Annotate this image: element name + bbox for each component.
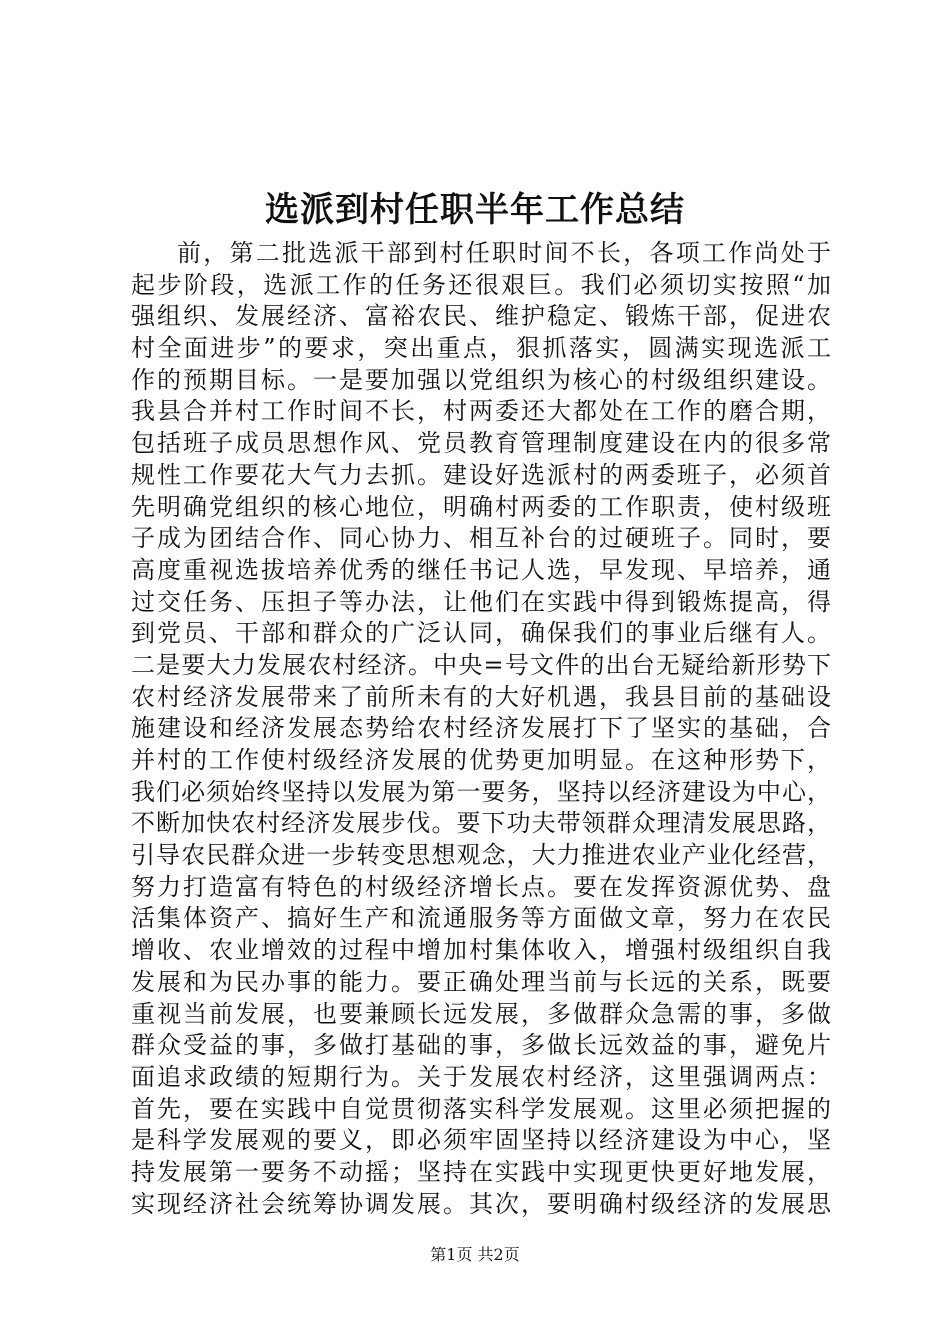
body-line: 引导农民群众进一步转变思想观念，大力推进农业产业化经营， bbox=[131, 841, 831, 870]
body-line: 农村经济发展带来了前所未有的大好机遇，我县目前的基础设 bbox=[131, 682, 831, 711]
body-line: 努力打造富有特色的村级经济增长点。要在发挥资源优势、盘 bbox=[131, 872, 831, 901]
body-line: 先明确党组织的核心地位，明确村两委的工作职责，使村级班 bbox=[131, 492, 831, 521]
body-line: 施建设和经济发展态势给农村经济发展打下了坚实的基础，合 bbox=[131, 714, 831, 743]
body-line: 重视当前发展，也要兼顾长远发展，多做群众急需的事，多做 bbox=[131, 999, 831, 1028]
body-line: 到党员、干部和群众的广泛认同，确保我们的事业后继有人。 bbox=[131, 619, 831, 648]
body-line: 前，第二批选派干部到村任职时间不长，各项工作尚处于 bbox=[177, 239, 831, 267]
body-line: 我们必须始终坚持以发展为第一要务，坚持以经济建设为中心， bbox=[131, 777, 831, 806]
body-line: 作的预期目标。一是要加强以党组织为核心的村级组织建设。 bbox=[131, 365, 831, 394]
body-line: 子成为团结合作、同心协力、相互补台的过硬班子。同时，要 bbox=[131, 524, 831, 553]
document-title: 选派到村任职半年工作总结 bbox=[265, 190, 685, 230]
body-line: 包括班子成员思想作风、党员教育管理制度建设在内的很多常 bbox=[131, 429, 831, 458]
body-line: 面追求政绩的短期行为。关于发展农村经济，这里强调两点： bbox=[131, 1062, 831, 1091]
body-line: 是科学发展观的要义，即必须牢固坚持以经济建设为中心，坚 bbox=[131, 1126, 831, 1155]
body-line: 二是要大力发展农村经济。中央=号文件的出台无疑给新形势下 bbox=[131, 650, 831, 679]
body-line: 首先，要在实践中自觉贯彻落实科学发展观。这里必须把握的 bbox=[131, 1094, 831, 1123]
body-line: 高度重视选拔培养优秀的继任书记人选，早发现、早培养，通 bbox=[131, 555, 831, 584]
page-footer: 第1页 共2页 bbox=[430, 1245, 520, 1264]
body-line: 群众受益的事，多做打基础的事，多做长远效益的事，避免片 bbox=[131, 1031, 831, 1060]
body-line: 增收、农业增效的过程中增加村集体收入，增强村级组织自我 bbox=[131, 936, 831, 965]
body-line: 并村的工作使村级经济发展的优势更加明显。在这种形势下， bbox=[131, 746, 831, 774]
body-line: 强组织、发展经济、富裕农民、维护稳定、锻炼干部，促进农 bbox=[131, 302, 831, 331]
body-line: 发展和为民办事的能力。要正确处理当前与长远的关系，既要 bbox=[131, 967, 831, 996]
document-body bbox=[131, 238, 831, 1220]
body-line: 不断加快农村经济发展步伐。要下功夫带领群众理清发展思路， bbox=[131, 809, 831, 838]
body-line: 活集体资产、搞好生产和流通服务等方面做文章，努力在农民 bbox=[131, 904, 831, 933]
body-line: 持发展第一要务不动摇；坚持在实践中实现更快更好地发展， bbox=[131, 1157, 831, 1186]
body-line: 过交任务、压担子等办法，让他们在实践中得到锻炼提高，得 bbox=[131, 587, 831, 616]
body-line: 起步阶段，选派工作的任务还很艰巨。我们必须切实按照“加 bbox=[131, 270, 831, 299]
body-line: 我县合并村工作时间不长，村两委还大都处在工作的磨合期， bbox=[131, 397, 831, 426]
body-line: 村全面进步”的要求，突出重点，狠抓落实，圆满实现选派工 bbox=[131, 334, 831, 363]
body-line: 规性工作要花大气力去抓。建设好选派村的两委班子，必须首 bbox=[131, 460, 831, 489]
body-line: 实现经济社会统筹协调发展。其次，要明确村级经济的发展思 bbox=[131, 1189, 831, 1218]
